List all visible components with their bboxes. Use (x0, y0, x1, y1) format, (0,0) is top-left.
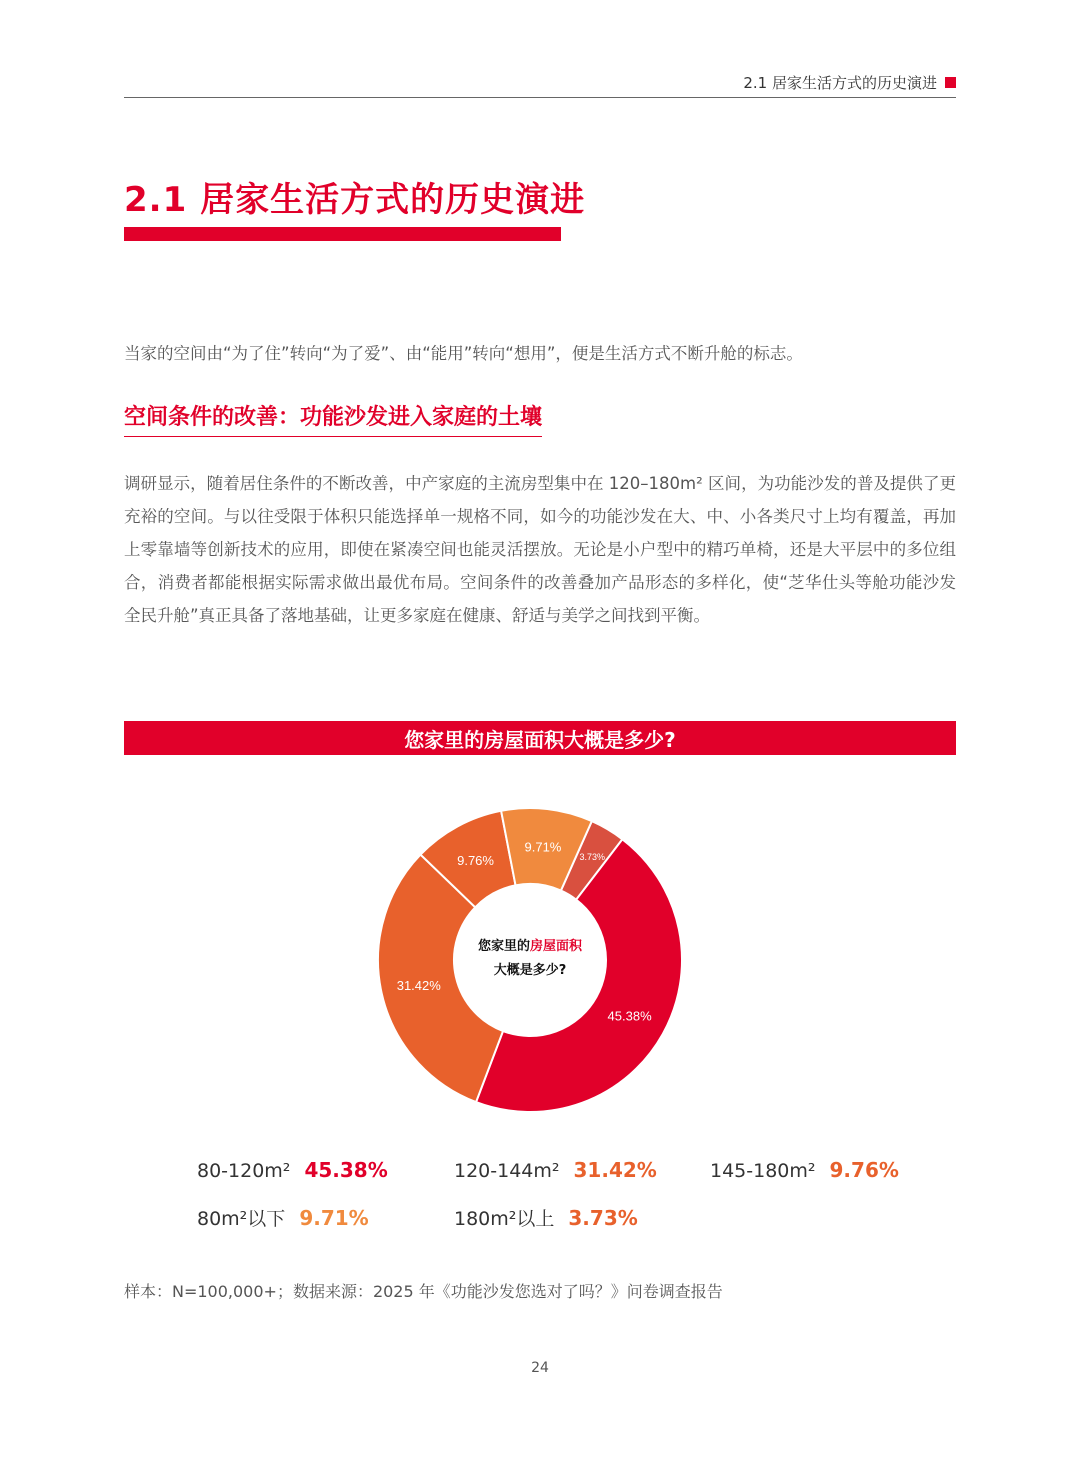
donut-chart-svg (370, 800, 690, 1120)
legend-pct: 45.38% (304, 1158, 388, 1182)
legend-pct: 31.42% (573, 1158, 657, 1182)
legend-pct: 9.71% (299, 1206, 369, 1230)
subheading: 空间条件的改善：功能沙发进入家庭的土壤 (124, 404, 542, 437)
legend-label: 180m²以上 (454, 1208, 555, 1230)
body-paragraph: 调研显示，随着居住条件的不断改善，中产家庭的主流房型集中在 120–180m² 区间，为功能沙发的普及提供了更充裕的空间。与以往受限于体积只能选择单一规格不同，如今的功能沙发在大、中、小各类尺寸上均有覆盖，再加上零靠墙等创新技术的应用，即使在紧凑空间也能灵活摆放。无论是小户型中的精巧单椅，还是大平层中的多位组合，消费者都能根据实际需求做出最优布局。空间条件的改善叠加产品形态的多样化，使“芝华仕头等舱功能沙发全民升舱”真正具备了落地基础，让更多家庭在健康、舒适与美学之间找到平衡。 (124, 474, 956, 625)
slice-label: 3.73% (579, 852, 606, 863)
intro-paragraph: 当家的空间由“为了住”转向“为了爱”、由“能用”转向“想用”，便是生活方式不断升舱的标志。 (124, 344, 803, 363)
slice-label: 9.76% (457, 852, 494, 868)
donut-chart (370, 800, 690, 1120)
legend-item-120-144 (454, 1158, 657, 1182)
legend-label: 145-180m² (710, 1160, 816, 1182)
title-underline-bar (124, 227, 561, 241)
legend-pct: 3.73% (568, 1206, 638, 1230)
donut-center-line2: 大概是多少? (493, 963, 567, 978)
header-rule (124, 97, 956, 98)
donut-center-line1: 您家里的房屋面积 (477, 939, 583, 954)
legend-pct: 9.76% (829, 1158, 899, 1182)
slice-label: 9.71% (524, 839, 562, 855)
legend-label: 80-120m² (197, 1160, 291, 1182)
legend-item-above-180 (454, 1204, 638, 1231)
legend-item-below-80 (197, 1204, 369, 1231)
slice-label: 45.38% (607, 1008, 652, 1024)
legend-label: 80m²以下 (197, 1208, 286, 1230)
section-title: 2.1 居家生活方式的历史演进 (124, 180, 586, 220)
running-header-text: 2.1 居家生活方式的历史演进 (743, 74, 937, 92)
legend-label: 120-144m² (454, 1160, 560, 1182)
red-square-icon (945, 77, 956, 88)
slice-label: 31.42% (396, 977, 441, 993)
page-number: 24 (531, 1360, 549, 1376)
source-note: 样本：N=100,000+；数据来源：2025 年《功能沙发您选对了吗？》问卷调查报告 (124, 1282, 723, 1301)
chart-banner: 您家里的房屋面积大概是多少? (124, 721, 956, 755)
legend-item-145-180 (710, 1158, 899, 1182)
running-header (743, 72, 956, 93)
legend-item-80-120 (197, 1158, 388, 1182)
